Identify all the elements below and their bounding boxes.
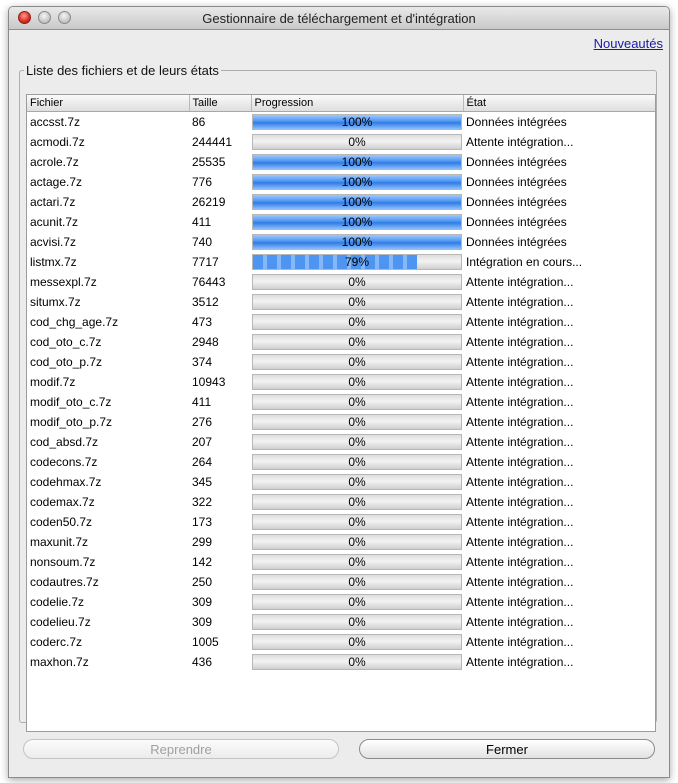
- progress-label: 0%: [348, 335, 366, 349]
- progress-cell: [251, 312, 463, 332]
- file-name: codehmax.7z: [30, 475, 102, 489]
- progress-label: 0%: [348, 435, 366, 449]
- progress-label: 0%: [348, 535, 366, 549]
- file-size: 309: [192, 615, 213, 629]
- window-title: Gestionnaire de téléchargement et d'intégration: [202, 11, 476, 26]
- table-row[interactable]: [27, 232, 656, 252]
- progress-label: 0%: [348, 475, 366, 489]
- progress-label: 0%: [348, 295, 366, 309]
- progress-cell: [251, 552, 463, 572]
- progress-cell: [251, 372, 463, 392]
- file-size: 345: [192, 475, 213, 489]
- file-size: 7717: [192, 255, 219, 269]
- file-name: modif_oto_p.7z: [30, 415, 113, 429]
- column-header-state[interactable]: État: [463, 95, 656, 112]
- file-state: Attente intégration...: [466, 655, 574, 669]
- file-name: accsst.7z: [30, 115, 81, 129]
- table-row[interactable]: [27, 572, 656, 592]
- file-list-group: [19, 63, 657, 723]
- file-state: Attente intégration...: [466, 135, 574, 149]
- file-name: messexpl.7z: [30, 275, 97, 289]
- progress-cell: [251, 252, 463, 272]
- file-size: 244441: [192, 135, 233, 149]
- progress-label: 0%: [348, 655, 366, 669]
- table-row[interactable]: [27, 472, 656, 492]
- progress-bar: [252, 594, 462, 610]
- file-size: 1005: [192, 635, 219, 649]
- file-state: Attente intégration...: [466, 315, 574, 329]
- progress-bar: [252, 634, 462, 650]
- progress-cell: [251, 232, 463, 252]
- progress-bar: [252, 434, 462, 450]
- file-state: Données intégrées: [466, 195, 567, 209]
- file-name: codelieu.7z: [30, 615, 91, 629]
- progress-label: 0%: [348, 495, 366, 509]
- progress-cell: [251, 152, 463, 172]
- file-state: Attente intégration...: [466, 375, 574, 389]
- progress-bar: [252, 414, 462, 430]
- table-row[interactable]: [27, 632, 656, 652]
- file-state: Attente intégration...: [466, 555, 574, 569]
- file-size: 2948: [192, 335, 219, 349]
- file-size: 276: [192, 415, 213, 429]
- progress-label: 100%: [341, 215, 373, 229]
- progress-cell: [251, 352, 463, 372]
- file-size: 411: [192, 395, 212, 409]
- file-size: 309: [192, 595, 213, 609]
- file-name: cod_absd.7z: [30, 435, 99, 449]
- progress-cell: [251, 452, 463, 472]
- table-row[interactable]: [27, 192, 656, 212]
- progress-label: 0%: [348, 375, 366, 389]
- progress-bar: [252, 294, 462, 310]
- table-row[interactable]: [27, 212, 656, 232]
- file-state: Attente intégration...: [466, 595, 574, 609]
- table-row[interactable]: [27, 172, 656, 192]
- file-name: cod_chg_age.7z: [30, 315, 119, 329]
- file-state: Attente intégration...: [466, 535, 574, 549]
- column-header-file[interactable]: Fichier: [27, 95, 189, 112]
- progress-cell: [251, 472, 463, 492]
- table-row[interactable]: [27, 252, 656, 272]
- progress-cell: [251, 192, 463, 212]
- progress-cell: [251, 272, 463, 292]
- progress-label: 100%: [341, 115, 373, 129]
- file-size: 173: [192, 515, 213, 529]
- title-bar[interactable]: [9, 7, 669, 30]
- progress-bar: [252, 494, 462, 510]
- progress-label: 0%: [348, 615, 366, 629]
- file-size: 25535: [192, 155, 226, 169]
- file-state: Attente intégration...: [466, 295, 574, 309]
- progress-cell: [251, 292, 463, 312]
- file-size: 264: [192, 455, 213, 469]
- file-size: 411: [192, 215, 212, 229]
- file-state: Attente intégration...: [466, 395, 574, 409]
- progress-bar: [252, 514, 462, 530]
- table-row[interactable]: [27, 312, 656, 332]
- progress-bar: [252, 614, 462, 630]
- file-name: codecons.7z: [30, 455, 98, 469]
- file-state: Données intégrées: [466, 155, 567, 169]
- progress-bar: [252, 174, 462, 190]
- progress-cell: [251, 512, 463, 532]
- file-size: 86: [192, 115, 206, 129]
- file-size: 740: [192, 235, 213, 249]
- table-row[interactable]: [27, 292, 656, 312]
- table-row[interactable]: [27, 552, 656, 572]
- file-size: 250: [192, 575, 213, 589]
- file-state: Attente intégration...: [466, 475, 574, 489]
- progress-label: 100%: [341, 175, 373, 189]
- progress-bar: [252, 534, 462, 550]
- file-state: Attente intégration...: [466, 615, 574, 629]
- table-row[interactable]: [27, 492, 656, 512]
- table-row[interactable]: [27, 332, 656, 352]
- table-header: [27, 95, 656, 112]
- progress-bar: [252, 214, 462, 230]
- table-row[interactable]: [27, 372, 656, 392]
- news-link[interactable]: Nouveautés: [593, 36, 663, 51]
- file-state: Attente intégration...: [466, 435, 574, 449]
- progress-bar: [252, 234, 462, 250]
- column-header-progress[interactable]: Progression: [251, 95, 463, 112]
- file-name: modif.7z: [30, 375, 76, 389]
- progress-label: 100%: [341, 195, 373, 209]
- progress-cell: [251, 392, 463, 412]
- column-header-size[interactable]: Taille: [189, 95, 251, 112]
- download-manager-window: [8, 6, 670, 778]
- group-title: Liste des fichiers et de leurs états: [26, 63, 219, 78]
- file-state: Attente intégration...: [466, 355, 574, 369]
- progress-cell: [251, 412, 463, 432]
- progress-cell: [251, 332, 463, 352]
- progress-bar: [252, 374, 462, 390]
- file-name: acvisi.7z: [30, 235, 77, 249]
- progress-cell: [251, 592, 463, 612]
- file-state: Attente intégration...: [466, 575, 574, 589]
- progress-cell: [251, 432, 463, 452]
- progress-bar: [252, 154, 462, 170]
- table-row[interactable]: [27, 532, 656, 552]
- progress-label: 0%: [348, 395, 366, 409]
- file-name: listmx.7z: [30, 255, 77, 269]
- file-size: 776: [192, 175, 213, 189]
- table-row[interactable]: [27, 352, 656, 372]
- progress-label: 0%: [348, 315, 366, 329]
- table-row[interactable]: [27, 592, 656, 612]
- progress-cell: [251, 112, 463, 133]
- file-size: 3512: [192, 295, 219, 309]
- table-row[interactable]: [27, 652, 656, 672]
- progress-bar: [252, 654, 462, 670]
- resume-button[interactable]: Reprendre: [23, 739, 339, 759]
- file-size: 322: [192, 495, 213, 509]
- file-name: acmodi.7z: [30, 135, 85, 149]
- progress-label: 0%: [348, 635, 366, 649]
- progress-bar: [252, 554, 462, 570]
- progress-label: 0%: [348, 515, 366, 529]
- file-state: Attente intégration...: [466, 515, 574, 529]
- file-name: codemax.7z: [30, 495, 95, 509]
- file-state: Données intégrées: [466, 115, 567, 129]
- progress-label: 0%: [348, 415, 366, 429]
- file-size: 26219: [192, 195, 226, 209]
- file-size: 10943: [192, 375, 226, 389]
- file-name: situmx.7z: [30, 295, 81, 309]
- table-row[interactable]: [27, 612, 656, 632]
- progress-label: 0%: [348, 135, 366, 149]
- progress-label: 79%: [344, 255, 370, 269]
- table-row[interactable]: [27, 132, 656, 152]
- file-size: 473: [192, 315, 213, 329]
- file-size: 76443: [192, 275, 226, 289]
- progress-cell: [251, 492, 463, 512]
- file-name: codelie.7z: [30, 595, 85, 609]
- file-state: Attente intégration...: [466, 415, 574, 429]
- progress-bar: [252, 274, 462, 290]
- file-name: cod_oto_p.7z: [30, 355, 103, 369]
- progress-cell: [251, 132, 463, 152]
- file-state: Données intégrées: [466, 215, 567, 229]
- file-name: cod_oto_c.7z: [30, 335, 102, 349]
- progress-bar: [252, 114, 462, 130]
- file-name: nonsoum.7z: [30, 555, 96, 569]
- close-button[interactable]: Fermer: [359, 739, 655, 759]
- file-state: Attente intégration...: [466, 335, 574, 349]
- file-name: coden50.7z: [30, 515, 93, 529]
- file-name: modif_oto_c.7z: [30, 395, 112, 409]
- progress-label: 100%: [341, 235, 373, 249]
- file-size: 436: [192, 655, 213, 669]
- progress-bar: [252, 314, 462, 330]
- progress-label: 0%: [348, 355, 366, 369]
- progress-bar: [252, 334, 462, 350]
- file-name: actari.7z: [30, 195, 76, 209]
- file-name: actage.7z: [30, 175, 83, 189]
- file-name: acrole.7z: [30, 155, 79, 169]
- progress-cell: [251, 532, 463, 552]
- table-row[interactable]: [27, 452, 656, 472]
- file-name: maxunit.7z: [30, 535, 89, 549]
- progress-cell: [251, 212, 463, 232]
- progress-bar: [252, 254, 462, 270]
- progress-bar: [252, 194, 462, 210]
- file-state: Attente intégration...: [466, 495, 574, 509]
- file-state: Données intégrées: [466, 175, 567, 189]
- table-row[interactable]: [27, 432, 656, 452]
- progress-bar: [252, 454, 462, 470]
- file-table-container[interactable]: [26, 94, 656, 732]
- progress-cell: [251, 612, 463, 632]
- progress-cell: [251, 572, 463, 592]
- file-name: coderc.7z: [30, 635, 83, 649]
- progress-label: 0%: [348, 455, 366, 469]
- progress-label: 100%: [341, 155, 373, 169]
- progress-label: 0%: [348, 595, 366, 609]
- progress-label: 0%: [348, 275, 366, 289]
- file-size: 374: [192, 355, 213, 369]
- file-name: maxhon.7z: [30, 655, 89, 669]
- file-state: Intégration en cours...: [466, 255, 583, 269]
- table-row[interactable]: [27, 512, 656, 532]
- file-size: 142: [192, 555, 213, 569]
- file-size: 299: [192, 535, 213, 549]
- file-name: codautres.7z: [30, 575, 99, 589]
- table-row[interactable]: [27, 112, 656, 133]
- table-row[interactable]: [27, 272, 656, 292]
- progress-bar: [252, 394, 462, 410]
- progress-cell: [251, 632, 463, 652]
- file-state: Attente intégration...: [466, 635, 574, 649]
- file-state: Attente intégration...: [466, 275, 574, 289]
- file-size: 207: [192, 435, 213, 449]
- progress-bar: [252, 574, 462, 590]
- progress-bar: [252, 354, 462, 370]
- progress-label: 0%: [348, 555, 366, 569]
- table-row[interactable]: [27, 412, 656, 432]
- table-row[interactable]: [27, 392, 656, 412]
- table-row[interactable]: [27, 152, 656, 172]
- progress-cell: [251, 172, 463, 192]
- file-name: acunit.7z: [30, 215, 79, 229]
- file-table: [27, 95, 656, 672]
- progress-bar: [252, 474, 462, 490]
- progress-cell: [251, 652, 463, 672]
- file-state: Données intégrées: [466, 235, 567, 249]
- progress-label: 0%: [348, 575, 366, 589]
- progress-bar: [252, 134, 462, 150]
- file-state: Attente intégration...: [466, 455, 574, 469]
